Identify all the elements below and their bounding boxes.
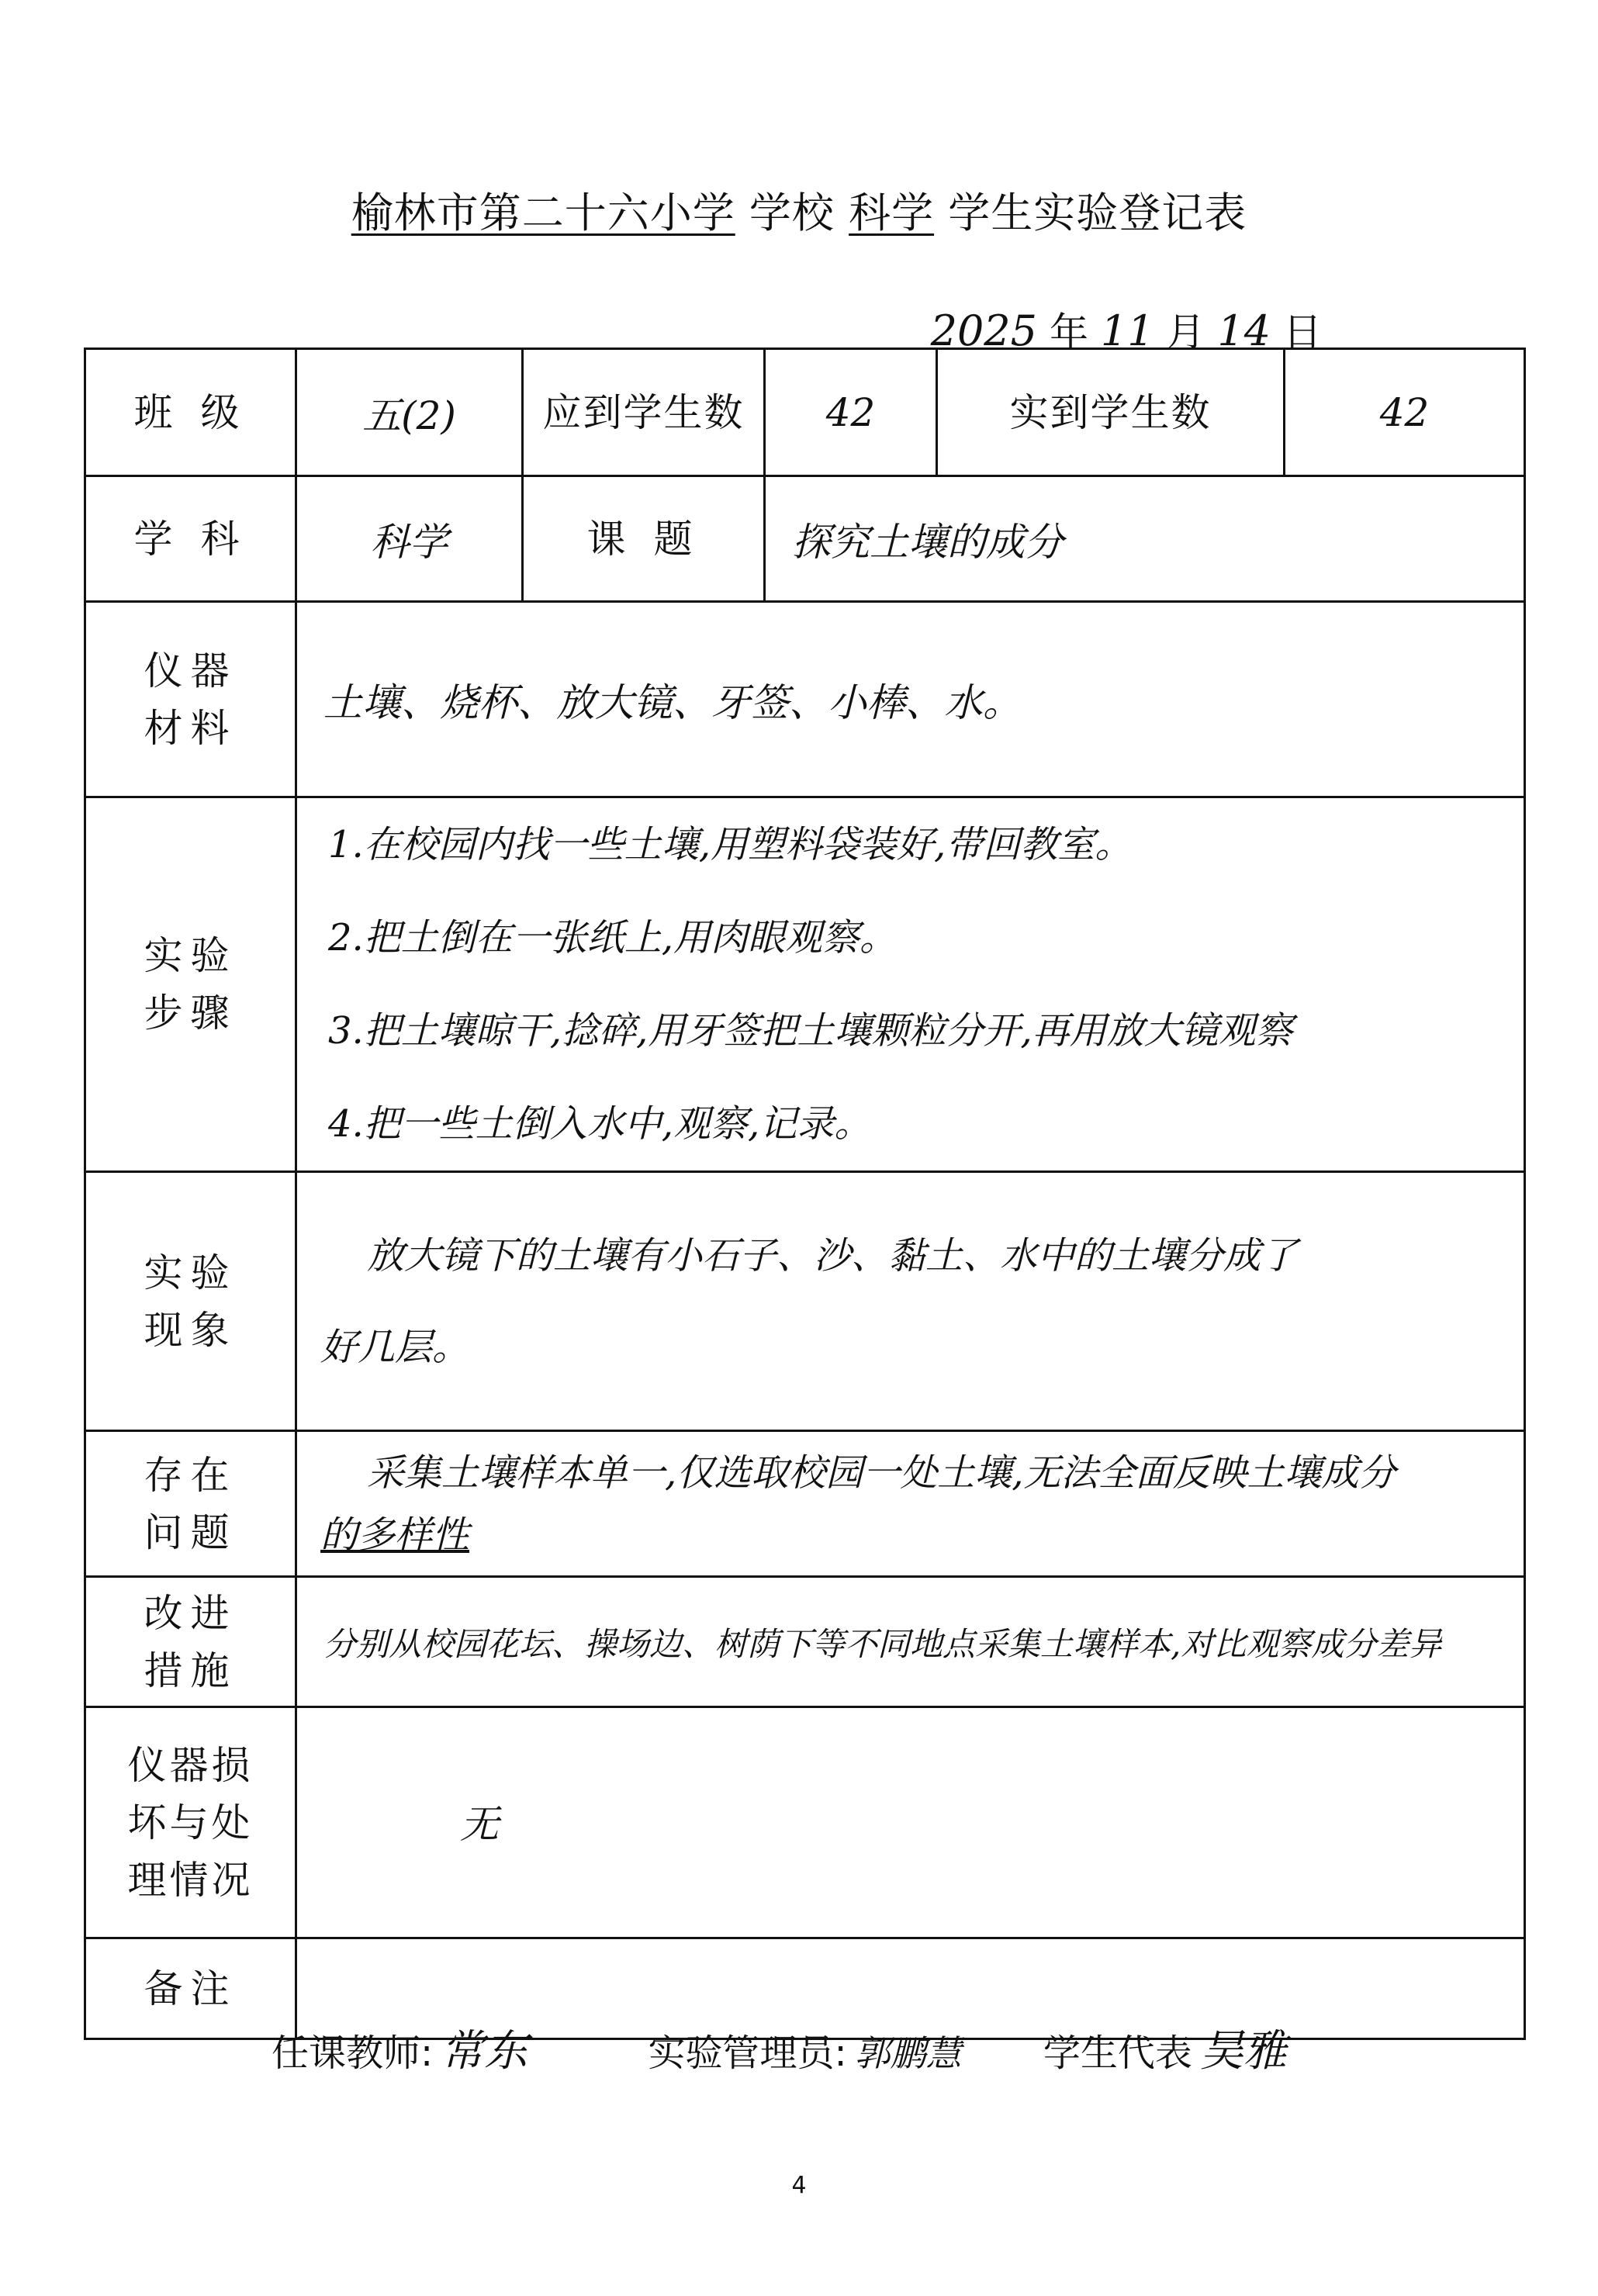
label-phenomenon-line2: 现象 [144, 1307, 237, 1353]
date-year: 2025 [930, 306, 1038, 355]
value-improve: 分别从校园花坛、操场边、树荫下等不同地点采集土壤样本,对比观察成分差异 [296, 1577, 1525, 1707]
row-phenomenon [85, 1172, 1525, 1431]
date-month-label: 月 [1166, 309, 1205, 354]
value-problems [296, 1431, 1525, 1577]
date-day: 14 [1217, 306, 1271, 355]
problems-line: 采集土壤样本单一,仅选取校园一处土壤,无法全面反映土壤成分 [367, 1451, 1396, 1495]
label-steps-line1: 实验 [144, 933, 237, 978]
student-label: 学生代表 [1043, 2031, 1192, 2075]
experiment-record-table [84, 348, 1526, 2040]
form-title [0, 180, 1598, 240]
row-class [85, 349, 1525, 476]
label-improve [85, 1577, 296, 1707]
student-signature [1043, 2017, 1287, 2079]
label-damage [85, 1707, 296, 1938]
problems-line: 的多样性 [320, 1513, 470, 1557]
label-steps [85, 797, 296, 1172]
admin-name: 郭鹏慧 [854, 2032, 962, 2074]
label-remarks: 备注 [85, 1938, 296, 2039]
value-damage: 无 [296, 1707, 1525, 1938]
admin-label: 实验管理员: [648, 2031, 847, 2075]
value-topic: 探究土壤的成分 [765, 476, 1525, 602]
value-expected: 42 [765, 349, 937, 476]
label-steps-line2: 步骤 [144, 991, 237, 1036]
phenomenon-line: 好几层。 [320, 1325, 470, 1369]
row-subject [85, 476, 1525, 602]
teacher-label: 任课教师: [272, 2031, 434, 2075]
row-materials [85, 602, 1525, 797]
student-name: 吴雅 [1199, 2026, 1287, 2076]
title-subject: 科学 [849, 188, 935, 237]
value-materials: 土壤、烧杯、放大镜、牙签、小棒、水。 [296, 602, 1525, 797]
label-class: 班 级 [85, 349, 296, 476]
row-damage [85, 1707, 1525, 1938]
value-class: 五(2) [296, 349, 523, 476]
label-damage-line2: 坏与处 [127, 1800, 254, 1845]
step-item: 3.把土壤晾干,捻碎,用牙签把土壤颗粒分开,再用放大镜观察 [328, 1009, 1293, 1053]
label-materials-line2: 材料 [144, 705, 237, 751]
label-phenomenon-line1: 实验 [144, 1250, 237, 1295]
page-number: 4 [791, 2172, 807, 2199]
label-damage-line3: 理情况 [127, 1857, 254, 1903]
value-phenomenon [296, 1172, 1525, 1431]
label-materials-line1: 仪器 [144, 648, 237, 693]
label-damage-line1: 仪器损 [127, 1742, 254, 1788]
admin-signature [648, 2023, 961, 2076]
school-name: 榆林市第二十六小学 [351, 188, 735, 237]
label-topic: 课 题 [523, 476, 765, 602]
step-item: 1.在校园内找一些土壤,用塑料袋装好,带回教室。 [328, 823, 1133, 866]
phenomenon-line: 放大镜下的土壤有小石子、沙、黏土、水中的土壤分成了 [367, 1233, 1299, 1278]
step-item: 2.把土倒在一张纸上,用肉眼观察。 [328, 916, 898, 960]
value-subject: 科学 [296, 476, 523, 602]
label-improve-line1: 改进 [144, 1590, 237, 1636]
date-day-label: 日 [1283, 309, 1322, 354]
row-improve [85, 1577, 1525, 1707]
row-steps [85, 797, 1525, 1172]
label-phenomenon [85, 1172, 296, 1431]
label-subject: 学 科 [85, 476, 296, 602]
label-problems-line2: 问题 [144, 1509, 237, 1555]
signature-line [272, 2017, 1551, 2079]
form-name: 学生实验登记表 [948, 188, 1247, 237]
label-problems-line1: 存在 [144, 1452, 237, 1498]
label-actual: 实到学生数 [937, 349, 1285, 476]
step-item: 4.把一些土倒入水中,观察,记录。 [328, 1102, 872, 1146]
label-materials [85, 602, 296, 797]
label-improve-line2: 措施 [144, 1648, 237, 1693]
row-problems [85, 1431, 1525, 1577]
date-year-label: 年 [1049, 309, 1088, 354]
value-actual: 42 [1285, 349, 1525, 476]
teacher-signature [272, 2017, 527, 2079]
label-expected: 应到学生数 [523, 349, 765, 476]
date-month: 11 [1100, 306, 1154, 355]
label-problems [85, 1431, 296, 1577]
teacher-name: 常东 [441, 2026, 528, 2076]
school-suffix: 学校 [749, 188, 835, 237]
value-steps [296, 797, 1525, 1172]
